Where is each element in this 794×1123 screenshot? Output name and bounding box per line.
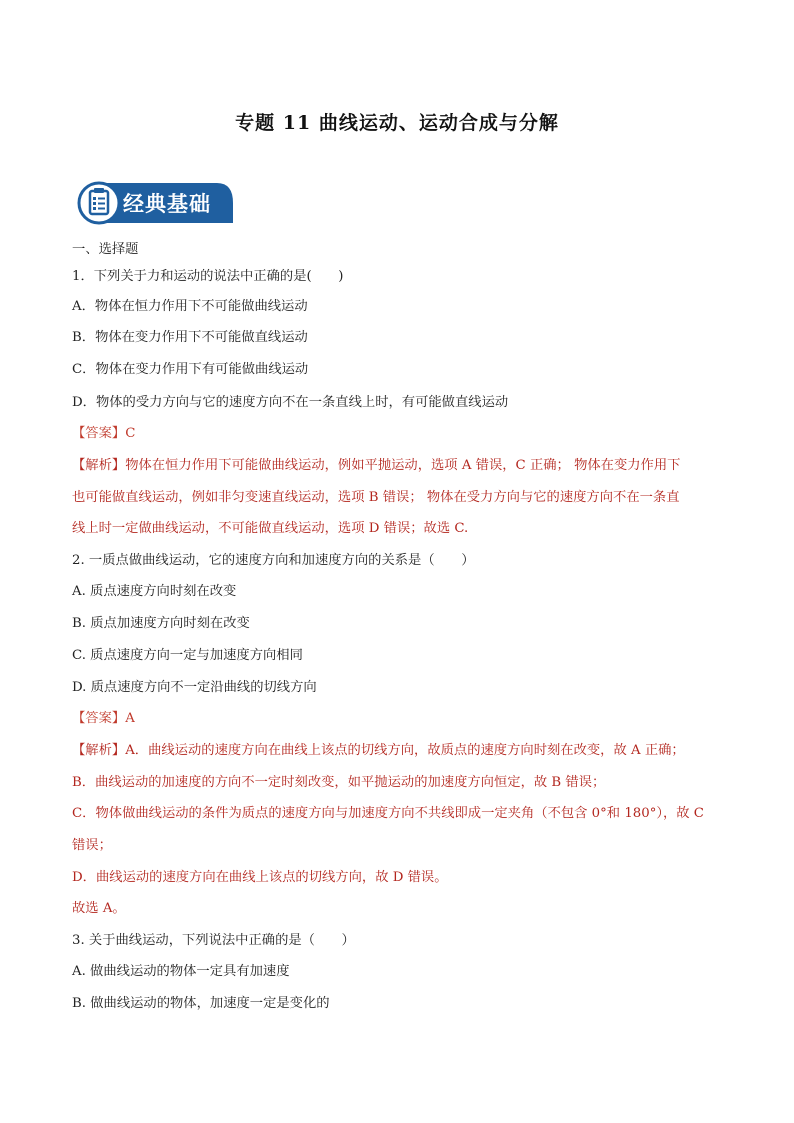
section-badge bbox=[77, 181, 233, 225]
q1-option-a: A．物体在恒力作用下不可能做曲线运动 bbox=[72, 299, 308, 314]
q2-analysis-line: D．曲线运动的速度方向在曲线上该点的切线方向，故 D 错误。 bbox=[72, 870, 448, 885]
analysis-label: 【解析】 bbox=[72, 743, 126, 758]
question-2-stem: 2. 一质点做曲线运动，它的速度方向和加速度方向的关系是（ ） bbox=[72, 553, 475, 568]
q1-analysis-line bbox=[72, 456, 680, 476]
analysis-text: 物体在恒力作用下可能做曲线运动，例如平抛运动，选项 A 错误，C 正确； 物体在变力作用下 bbox=[125, 458, 681, 473]
q1-option-d: D．物体的受力方向与它的速度方向不在一条直线上时，有可能做直线运动 bbox=[72, 395, 509, 410]
analysis-label: 【解析】 bbox=[72, 458, 126, 473]
question-3-stem: 3. 关于曲线运动，下列说法中正确的是（ ） bbox=[72, 933, 355, 948]
question-1-stem: 1．下列关于力和运动的说法中正确的是( ) bbox=[72, 269, 344, 284]
q2-analysis-line bbox=[72, 741, 685, 761]
q2-analysis-line: B．曲线运动的加速度的方向不一定时刻改变，如平抛运动的加速度方向恒定，故 B 错误； bbox=[72, 775, 606, 790]
q1-option-c: C．物体在变力作用下有可能做曲线运动 bbox=[72, 362, 309, 377]
q2-analysis-line: 故选 A。 bbox=[72, 901, 126, 916]
q2-analysis-line: C．物体做曲线运动的条件为质点的速度方向与加速度方向不共线即成一定夹角（不包含 0°和 180°），故 C bbox=[72, 806, 704, 821]
q2-option-c: C. 质点速度方向一定与加速度方向相同 bbox=[72, 648, 303, 663]
q2-option-a: A. 质点速度方向时刻在改变 bbox=[72, 584, 237, 599]
answer-value: C bbox=[125, 426, 136, 441]
section-heading: 一、选择题 bbox=[72, 242, 139, 257]
q3-option-a: A. 做曲线运动的物体一定具有加速度 bbox=[72, 964, 290, 979]
q2-option-b: B. 质点加速度方向时刻在改变 bbox=[72, 616, 250, 631]
q1-analysis-line: 线上时一定做曲线运动，不可能做直线运动，选项 D 错误；故选 C. bbox=[72, 521, 469, 536]
analysis-text: A．曲线运动的速度方向在曲线上该点的切线方向，故质点的速度方向时刻在改变，故 A 正确； bbox=[125, 743, 685, 758]
clipboard-icon bbox=[77, 181, 121, 225]
q1-option-b: B．物体在变力作用下不可能做直线运动 bbox=[72, 330, 308, 345]
q3-option-b: B. 做曲线运动的物体，加速度一定是变化的 bbox=[72, 996, 330, 1011]
answer-label: 【答案】 bbox=[72, 426, 126, 441]
answer-label: 【答案】 bbox=[72, 711, 126, 726]
answer-value: A bbox=[125, 711, 135, 726]
page-title: 专题 11 曲线运动、运动合成与分解 bbox=[235, 112, 559, 134]
badge-label: 经典基础 bbox=[123, 192, 211, 216]
q2-answer bbox=[72, 709, 135, 729]
q1-analysis-line: 也可能做直线运动，例如非匀变速直线运动，选项 B 错误； 物体在受力方向与它的速度方向不在一条直 bbox=[72, 490, 680, 505]
q1-answer bbox=[72, 424, 135, 444]
q2-option-d: D. 质点速度方向不一定沿曲线的切线方向 bbox=[72, 680, 317, 695]
q2-analysis-line: 错误； bbox=[72, 838, 112, 853]
